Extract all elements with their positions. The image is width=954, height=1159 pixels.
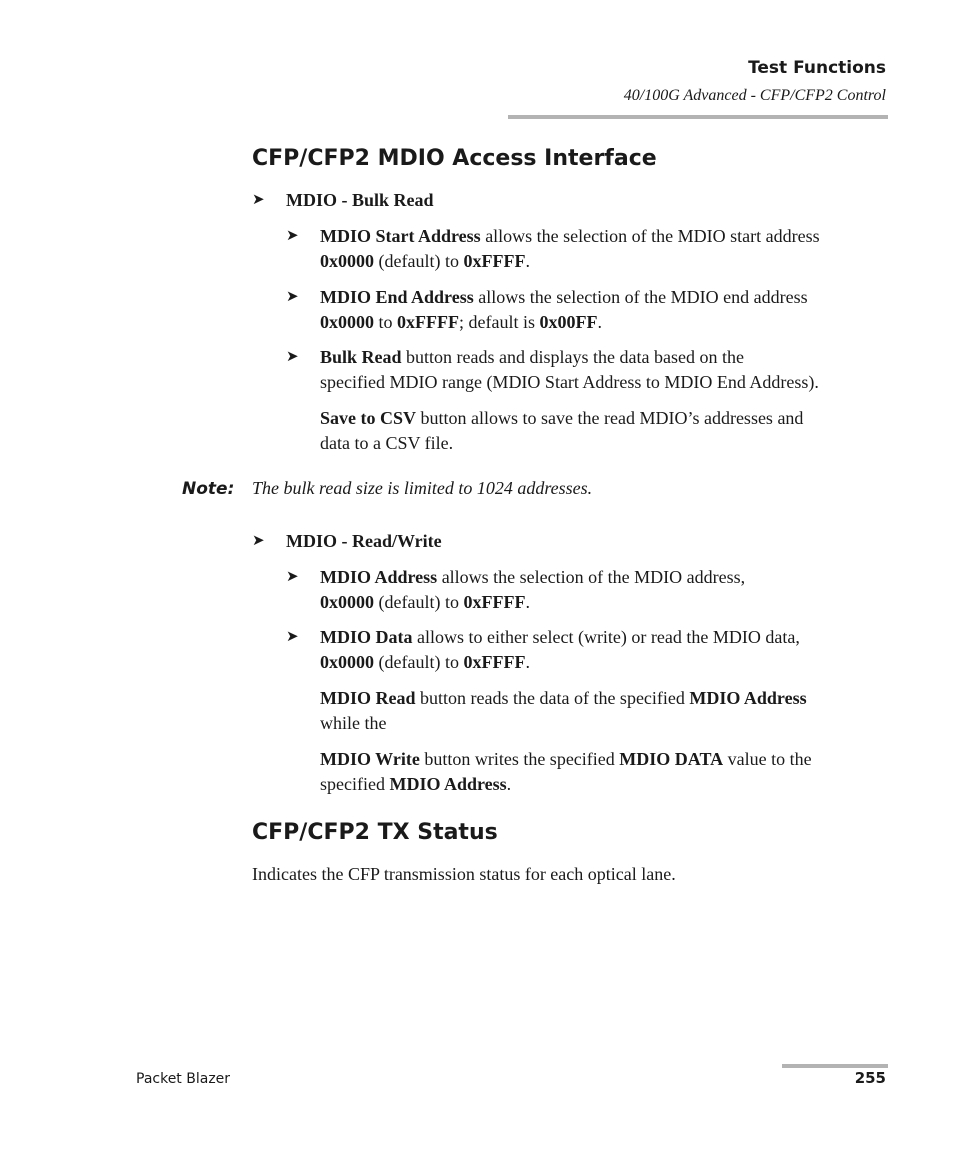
paragraph-tx-status: Indicates the CFP transmission status for each optical lane.: [252, 864, 676, 884]
term: MDIO Data: [320, 627, 413, 647]
text: value to the: [723, 749, 812, 769]
arrow-bullet-icon: ➤: [286, 228, 299, 244]
text: data to a CSV file.: [320, 433, 454, 453]
running-header-title: Test Functions: [748, 58, 886, 78]
list-item-read-write: [252, 529, 442, 554]
text: button allows to save the read MDIO’s addresses and: [416, 408, 804, 428]
term: MDIO DATA: [619, 749, 724, 769]
text: button writes the specified: [419, 749, 620, 769]
text: while the: [320, 713, 387, 733]
list-item-mdio-address: [286, 565, 746, 615]
term: 0x0000: [320, 312, 374, 332]
term: MDIO Address: [389, 774, 507, 794]
arrow-bullet-icon: ➤: [286, 349, 299, 365]
term: Save to CSV: [320, 408, 417, 428]
term: MDIO Write: [320, 749, 420, 769]
paragraph-mdio-read: [320, 686, 807, 736]
text: allows the selection of the MDIO address,: [437, 567, 746, 587]
arrow-bullet-icon: ➤: [286, 289, 299, 305]
text: .: [525, 251, 530, 271]
text: specified: [320, 774, 390, 794]
arrow-bullet-icon: ➤: [252, 192, 265, 208]
text: allows to either select (write) or read the MDIO data,: [412, 627, 800, 647]
text: to: [374, 312, 398, 332]
note-text: The bulk read size is limited to 1024 addresses.: [252, 478, 593, 498]
page-number: 255: [854, 1069, 886, 1087]
term: MDIO Address: [689, 688, 807, 708]
arrow-bullet-icon: ➤: [286, 569, 299, 585]
text: allows the selection of the MDIO end address: [473, 287, 808, 307]
note-label: Note:: [182, 479, 235, 499]
running-header-subtitle: 40/100G Advanced - CFP/CFP2 Control: [623, 87, 886, 104]
text: .: [506, 774, 512, 794]
text: button reads the data of the specified: [415, 688, 690, 708]
section-heading-mdio-access: CFP/CFP2 MDIO Access Interface: [252, 146, 657, 171]
term: 0xFFFF: [397, 312, 459, 332]
list-item-label: MDIO - Read/Write: [286, 531, 442, 551]
text: allows the selection of the MDIO start address: [480, 226, 820, 246]
text: (default) to: [374, 251, 464, 271]
paragraph-save-to-csv: [320, 406, 803, 456]
term: MDIO Read: [320, 688, 416, 708]
text: .: [525, 652, 530, 672]
term: 0x0000: [320, 592, 374, 612]
text: ; default is: [459, 312, 540, 332]
arrow-bullet-icon: ➤: [252, 533, 265, 549]
term: 0x00FF: [539, 312, 598, 332]
list-item-label: MDIO - Bulk Read: [286, 190, 434, 210]
term: MDIO Address: [320, 567, 438, 587]
list-item-bulk-read: [252, 188, 434, 213]
footer-rule: [782, 1064, 888, 1068]
list-item-mdio-data: [286, 625, 800, 675]
header-rule: [508, 115, 888, 119]
section-heading-tx-status: CFP/CFP2 TX Status: [252, 820, 498, 845]
text: button reads and displays the data based on the: [401, 347, 744, 367]
paragraph-mdio-write: [320, 747, 812, 797]
term: 0x0000: [320, 652, 374, 672]
text: (default) to: [374, 592, 464, 612]
text: specified MDIO range (MDIO Start Address to MDIO End Address).: [320, 372, 819, 392]
list-item-end-address: [286, 285, 808, 335]
text: .: [525, 592, 530, 612]
text: (default) to: [374, 652, 464, 672]
list-item-start-address: [286, 224, 820, 274]
term: 0xFFFF: [463, 251, 526, 271]
term: MDIO End Address: [320, 287, 474, 307]
term: MDIO Start Address: [320, 226, 481, 246]
text: .: [597, 312, 602, 332]
list-item-bulk-read-button: [286, 345, 819, 395]
arrow-bullet-icon: ➤: [286, 629, 299, 645]
term: Bulk Read: [320, 347, 402, 367]
term: 0x0000: [320, 251, 374, 271]
term: 0xFFFF: [463, 592, 526, 612]
footer-product-name: Packet Blazer: [136, 1071, 231, 1087]
term: 0xFFFF: [463, 652, 526, 672]
